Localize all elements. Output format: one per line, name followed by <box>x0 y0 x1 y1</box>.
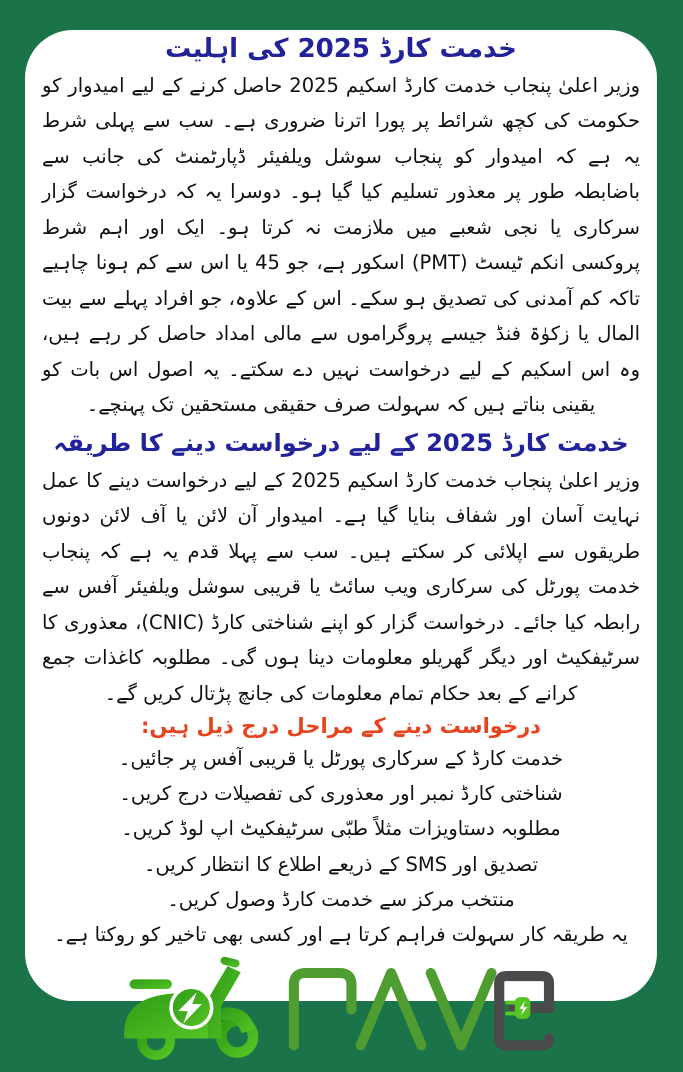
lightning-icon <box>171 987 212 1028</box>
step-item-2: شناختی کارڈ نمبر اور معذوری کی تفصیلات درج کریں۔ <box>119 782 563 806</box>
apply-method-heading: خدمت کارڈ 2025 کے لیے درخواست دینے کا طریقہ <box>53 428 629 457</box>
eligibility-paragraph: وزیر اعلیٰ پنجاب خدمت کارڈ اسکیم 2025 حاصل کرنے کے لیے امیدوار کو حکومت کی کچھ شرائط پر پورا اترنا ضروری ہے۔ سب سے پہلی شرط یہ ہے کہ امیدوار کو پنجاب سوشل ویلفیئر ڈپارٹمنٹ کی جانب سے باضابطہ طور پر معذور تسلیم کیا گیا ہو۔ دوسرا یہ کہ درخواست گزار سرکاری یا نجی شعبے میں ملازمت نہ کرتا ہو۔ ایک اور اہم شرط پروکسی انکم ٹیسٹ (PMT) اسکور ہے، جو 45 یا اس سے کم ہونا چاہیے تاکہ کم آمدنی کی تصدیق ہو سکے۔ اس کے علاوہ، جو افراد پہلے سے بیت المال یا زکوٰۃ فنڈ جیسے پروگراموں سے مالی امداد حاصل کر رہے ہیں، وہ اس اسکیم کے لیے درخواست نہیں دے سکتے۔ یہ اصول اس بات کو یقینی بناتے ہیں کہ سہولت صرف حقیقی مستحقین تک پہنچے۔ <box>42 74 640 417</box>
step-item-4: تصدیق اور SMS کے ذریعے اطلاع کا انتظار کریں۔ <box>143 852 539 876</box>
page-title: خدمت کارڈ 2025 کی اہلیت <box>165 34 517 64</box>
steps-heading: درخواست دینے کے مراحل درج ذیل ہیں: <box>141 714 541 739</box>
step-item-5: منتخب مرکز سے خدمت کارڈ وصول کریں۔ <box>167 887 515 911</box>
step-item-3: مطلوبہ دستاویزات مثلاً طبّی سرٹیفکیٹ اپ لوڈ کریں۔ <box>121 817 561 841</box>
article-body <box>42 32 640 952</box>
scooter-icon <box>119 952 269 1068</box>
closing-note: یہ طریقہ کار سہولت فراہم کرتا ہے اور کسی بھی تاخیر کو روکتا ہے۔ <box>54 922 628 946</box>
step-item-1: خدمت کارڈ کے سرکاری پورٹل یا قریبی آفس پر جائیں۔ <box>118 747 564 771</box>
steps-list <box>42 741 640 916</box>
brand-wordmark <box>283 962 563 1058</box>
apply-method-paragraph: وزیر اعلیٰ پنجاب خدمت کارڈ اسکیم 2025 کے لیے درخواست دینے کا عمل نہایت آسان اور شفاف بنایا گیا ہے۔ امیدوار آن لائن یا آف لائن دونوں طریقوں سے اپلائی کر سکتے ہیں۔ سب سے پہلا قدم یہ ہے کہ پنجاب خدمت پورٹل کی سرکاری ویب سائٹ یا قریبی سوشل ویلفیئر آفس سے رابطہ کیا جائے۔ درخواست گزار کو اپنے شناختی کارڈ (CNIC)، معذوری کا سرٹیفکیٹ اور دیگر گھریلو معلومات دینا ہوں گی۔ مطلوبہ کاغذات جمع کرانے کے بعد حکام تمام معلومات کی جانچ پڑتال کریں گے۔ <box>42 468 641 705</box>
brand-logo <box>42 952 640 1072</box>
document-card <box>25 30 657 1001</box>
